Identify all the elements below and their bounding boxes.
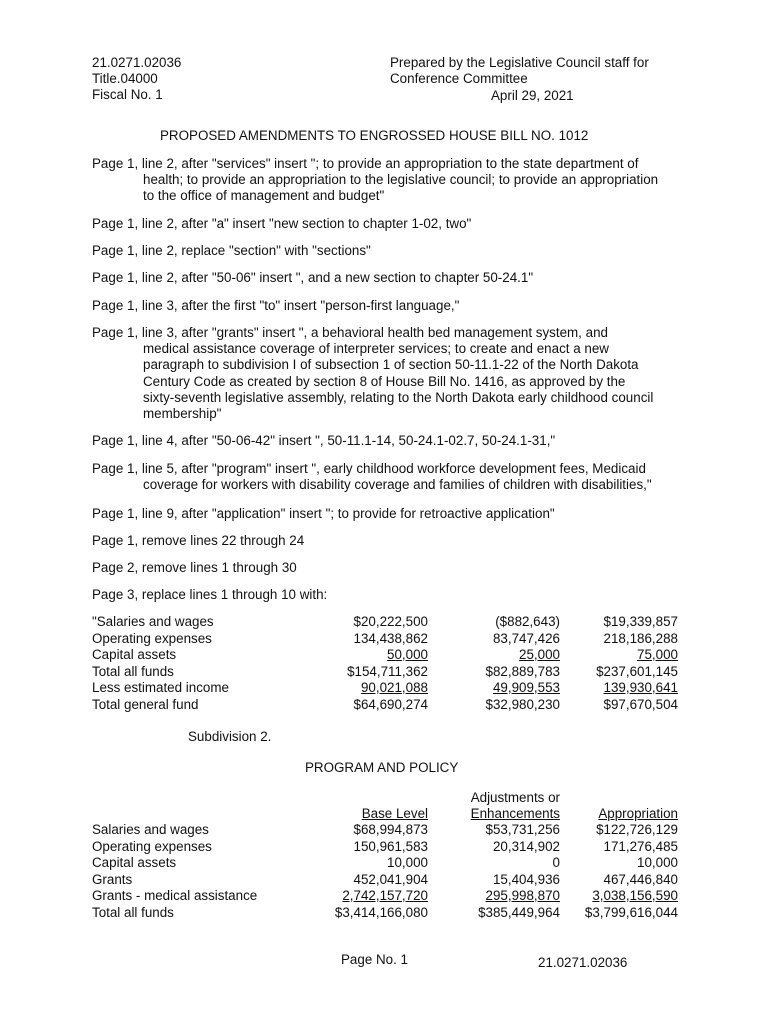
table2-cell: 15,404,936 <box>492 872 560 887</box>
table1-row-label: Total general fund <box>92 697 199 712</box>
table1-cell: $64,690,274 <box>353 697 428 712</box>
amendment-continuation: health; to provide an appropriation to the legislative council; to provide an appropriation to the office of management and budget" <box>143 172 659 204</box>
amendment-10 <box>92 533 692 549</box>
table1-cell: 139,930,641 <box>603 680 678 695</box>
table1-cell: 75,000 <box>637 647 678 662</box>
table2-row-label: Grants - medical assistance <box>92 888 258 903</box>
table1-row-label: Total all funds <box>92 664 174 679</box>
prepared-by-line2: Conference Committee <box>390 71 528 86</box>
fiscal-number: Fiscal No. 1 <box>92 87 163 102</box>
amendment-text: Page 3, replace lines 1 through 10 with: <box>92 587 328 602</box>
amendment-text: Page 1, line 2, after "a" insert "new section to chapter 1-02, two" <box>92 216 472 231</box>
table2-row-label: Operating expenses <box>92 839 212 854</box>
table1-row-label: Less estimated income <box>92 680 229 695</box>
table1-cell: 25,000 <box>519 647 560 662</box>
table1-cell: $32,980,230 <box>485 697 560 712</box>
table2-cell: $68,994,873 <box>353 822 428 837</box>
amendment-9 <box>92 506 692 522</box>
table2-row-label: Capital assets <box>92 855 177 870</box>
footer-doc-number: 21.0271.02036 <box>538 955 628 970</box>
amendment-text: Page 1, line 3, after the first "to" insert "person-first language," <box>92 298 460 313</box>
amendment-text: Page 1, line 2, after "services" insert "; to provide an appropriation to the state department of <box>92 156 639 171</box>
table2-cell: $3,799,616,044 <box>584 905 678 920</box>
table2-header-base: Base Level <box>361 806 428 821</box>
table2-cell: 467,446,840 <box>603 872 678 887</box>
table2-cell: $122,726,129 <box>596 822 678 837</box>
amendment-text: Page 1, remove lines 22 through 24 <box>92 533 305 548</box>
table2-header-appropriation: Appropriation <box>598 806 678 821</box>
doc-number: 21.0271.02036 <box>92 55 182 70</box>
table2-cell: $53,731,256 <box>485 822 560 837</box>
amendment-7 <box>92 433 692 449</box>
table1-cell: $20,222,500 <box>353 614 428 629</box>
table2-row-label: Salaries and wages <box>92 822 209 837</box>
table1-cell: $154,711,362 <box>347 664 428 679</box>
table1-cell: 134,438,862 <box>353 631 428 646</box>
table2-row-label: Total all funds <box>92 905 174 920</box>
amendment-continuation: medical assistance coverage of interpreter services; to create and enact a new paragraph to subdivision I of subsection 1 of section 50-11.1-22 of the North Dakota Century Code as created by section 8 of House Bill No. 1416, as approved by the sixty-seventh legislative assembly, relating to the North Dakota early childhood council membership" <box>143 341 654 422</box>
amendment-5 <box>92 298 692 314</box>
table2-cell: 3,038,156,590 <box>592 888 678 903</box>
amendment-text: Page 1, line 5, after "program" insert ", early childhood workforce development fees, Medicaid <box>92 461 646 476</box>
table1-cell: $19,339,857 <box>603 614 678 629</box>
table2-cell: 10,000 <box>387 855 428 870</box>
prepared-by-line1: Prepared by the Legislative Council staff for <box>390 55 649 70</box>
table2-cell: 2,742,157,720 <box>342 888 428 903</box>
amendment-1 <box>92 156 692 205</box>
amendment-4 <box>92 270 692 286</box>
amendment-8 <box>92 461 692 493</box>
table2-cell: 452,041,904 <box>353 872 428 887</box>
section-title: PROGRAM AND POLICY <box>305 760 459 775</box>
table1-cell: ($882,643) <box>495 614 560 629</box>
amendment-6 <box>92 325 692 422</box>
amendment-text: Page 1, line 9, after "application" insert "; to provide for retroactive application" <box>92 506 555 521</box>
table1-cell: 90,021,088 <box>360 680 428 695</box>
table2-header-adjustments: Enhancements <box>470 806 560 821</box>
amendment-text: Page 1, line 2, after "50-06" insert ", and a new section to chapter 50-24.1" <box>92 270 534 285</box>
table2-cell: 10,000 <box>637 855 678 870</box>
table2-cell: 150,961,583 <box>353 839 428 854</box>
table2-cell: 295,998,870 <box>485 888 560 903</box>
table1-cell: $82,889,783 <box>485 664 560 679</box>
amendment-continuation: coverage for workers with disability coverage and families of children with disabilities," <box>143 477 652 493</box>
subdivision-label: Subdivision 2. <box>188 729 272 744</box>
table1-cell: 218,186,288 <box>603 631 678 646</box>
table2-cell: 171,276,485 <box>603 839 678 854</box>
table2-cell: $385,449,964 <box>478 905 560 920</box>
amendment-text: Page 1, line 3, after "grants" insert ", a behavioral health bed management system, and <box>92 325 608 340</box>
table1-row-label: Capital assets <box>92 647 177 662</box>
amendment-2 <box>92 216 692 232</box>
amendment-3 <box>92 243 692 259</box>
table2-cell: 0 <box>552 855 560 870</box>
table1-cell: $237,601,145 <box>596 664 678 679</box>
document-date: April 29, 2021 <box>491 88 574 103</box>
table2-row-label: Grants <box>92 872 133 887</box>
table1-cell: $97,670,504 <box>603 697 678 712</box>
amendment-text: Page 1, line 4, after "50-06-42" insert ", 50-11.1-14, 50-24.1-02.7, 50-24.1-31," <box>92 433 556 448</box>
table2-cell: 20,314,902 <box>492 839 560 854</box>
table2-header-top: Adjustments or <box>470 790 560 805</box>
table2-cell: $3,414,166,080 <box>334 905 428 920</box>
amendment-text: Page 2, remove lines 1 through 30 <box>92 560 297 575</box>
amendment-11 <box>92 560 692 576</box>
document-title: PROPOSED AMENDMENTS TO ENGROSSED HOUSE BILL NO. 1012 <box>160 128 589 143</box>
amendment-12 <box>92 587 692 603</box>
table1-row-label: Operating expenses <box>92 631 212 646</box>
table1-cell: 49,909,553 <box>492 680 560 695</box>
amendment-text: Page 1, line 2, replace "section" with "sections" <box>92 243 371 258</box>
table1-cell: 50,000 <box>387 647 428 662</box>
table1-cell: 83,747,426 <box>492 631 560 646</box>
page-number: Page No. 1 <box>341 952 408 967</box>
table1-row-label: "Salaries and wages <box>92 614 214 629</box>
title-number: Title.04000 <box>92 71 158 86</box>
